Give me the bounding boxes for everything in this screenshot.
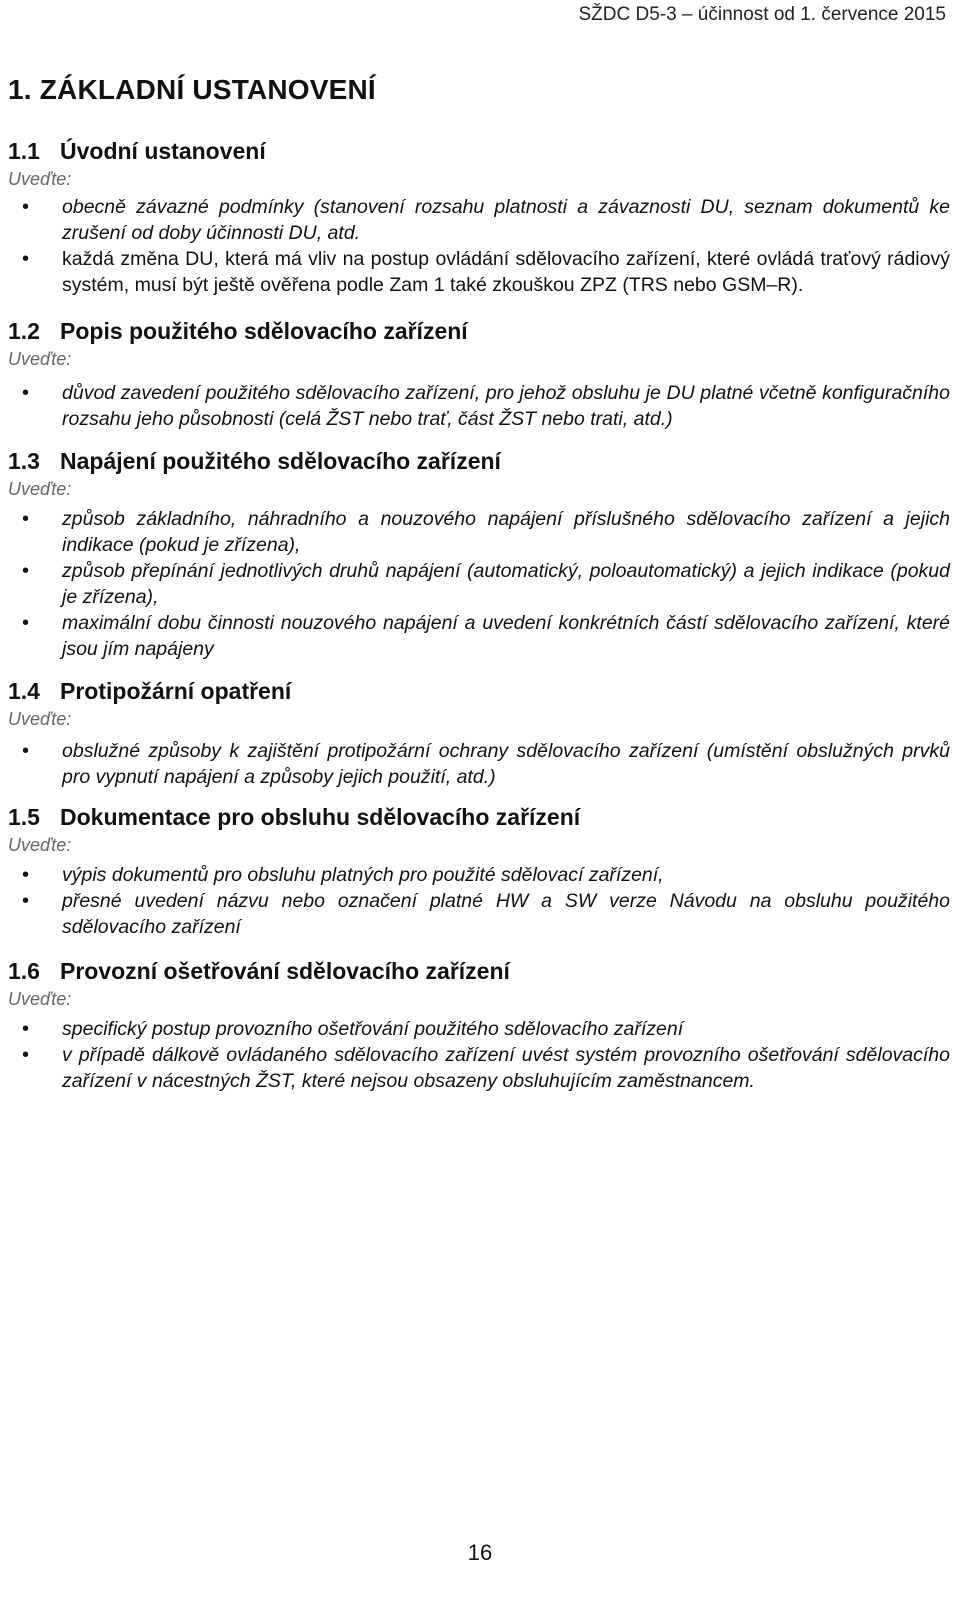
- list-item: • důvod zavedení použitého sdělovacího zařízení, pro jehož obsluhu je DU platné včetně konfiguračního rozsahu jeho působnosti (celá ŽST nebo trať, část ŽST nebo trati, atd.): [8, 380, 950, 432]
- section-title: Protipožární opatření: [60, 678, 292, 704]
- section-heading: [8, 136, 950, 166]
- bullet-list: [8, 862, 950, 940]
- page-number: 16: [467, 1540, 493, 1565]
- bullet-list: [8, 194, 950, 298]
- section-1-2: [8, 316, 950, 432]
- section-number: 1.1: [8, 138, 40, 164]
- section-title: Provozní ošetřování sdělovacího zařízení: [60, 958, 510, 984]
- section-heading: [8, 956, 950, 986]
- section-heading: [8, 446, 950, 476]
- list-item: • specifický postup provozního ošetřování použitého sdělovacího zařízení: [8, 1016, 950, 1042]
- section-number: 1.4: [8, 678, 40, 704]
- instruction-label: Uveďte:: [8, 989, 72, 1009]
- section-title: Dokumentace pro obsluhu sdělovacího zařízení: [60, 804, 581, 830]
- section-heading: [8, 802, 950, 832]
- section-title: Úvodní ustanovení: [60, 138, 266, 164]
- section-number: 1.6: [8, 958, 40, 984]
- list-item: • obslužné způsoby k zajištění protipožární ochrany sdělovacího zařízení (umístění obslužných prvků pro vypnutí napájení a způsoby jejich použití, atd.): [8, 738, 950, 790]
- list-item: • obecně závazné podmínky (stanovení rozsahu platnosti a závaznosti DU, seznam dokumentů ke zrušení od doby účinnosti DU, atd.: [8, 194, 950, 246]
- page-header: SŽDC D5-3 – účinnost od 1. července 2015: [578, 4, 946, 25]
- list-item: • maximální dobu činnosti nouzového napájení a uvedení konkrétních částí sdělovacího zařízení, které jsou jím napájeny: [8, 610, 950, 662]
- section-1-4: [8, 676, 950, 790]
- section-heading: [8, 316, 950, 346]
- section-heading: [8, 676, 950, 706]
- list-item: • výpis dokumentů pro obsluhu platných pro použité sdělovací zařízení,: [8, 862, 950, 888]
- list-item: • způsob základního, náhradního a nouzového napájení příslušného sdělovacího zařízení a jejich indikace (pokud je zřízena),: [8, 506, 950, 558]
- instruction-label: Uveďte:: [8, 169, 72, 189]
- instruction-label: Uveďte:: [8, 835, 72, 855]
- section-title: Popis použitého sdělovacího zařízení: [60, 318, 468, 344]
- section-number: 1.5: [8, 804, 40, 830]
- section-1-6: [8, 956, 950, 1094]
- section-1-3: [8, 446, 950, 662]
- section-number: 1.3: [8, 448, 40, 474]
- instruction-label: Uveďte:: [8, 479, 72, 499]
- section-1-1: [8, 136, 950, 298]
- bullet-list: [8, 1016, 950, 1094]
- section-1-5: [8, 802, 950, 940]
- list-item: • každá změna DU, která má vliv na postup ovládání sdělovacího zařízení, které ovládá traťový rádiový systém, musí být ještě ověřena podle Zam 1 také zkouškou ZPZ (TRS nebo GSM–R).: [8, 246, 950, 298]
- bullet-list: [8, 506, 950, 662]
- instruction-label: Uveďte:: [8, 709, 72, 729]
- list-item: • způsob přepínání jednotlivých druhů napájení (automatický, poloautomatický) a jejich indikace (pokud je zřízena),: [8, 558, 950, 610]
- instruction-label: Uveďte:: [8, 349, 72, 369]
- list-item: • v případě dálkově ovládaného sdělovacího zařízení uvést systém provozního ošetřování sdělovacího zařízení v nácestných ŽST, které nejsou obsazeny obsluhujícím zaměstnancem.: [8, 1042, 950, 1094]
- section-title: Napájení použitého sdělovacího zařízení: [60, 448, 501, 474]
- chapter-title: 1. ZÁKLADNÍ USTANOVENÍ: [8, 74, 376, 105]
- bullet-list: [8, 738, 950, 790]
- bullet-list: [8, 380, 950, 432]
- list-item: • přesné uvedení názvu nebo označení platné HW a SW verze Návodu na obsluhu použitého sdělovacího zařízení: [8, 888, 950, 940]
- section-number: 1.2: [8, 318, 40, 344]
